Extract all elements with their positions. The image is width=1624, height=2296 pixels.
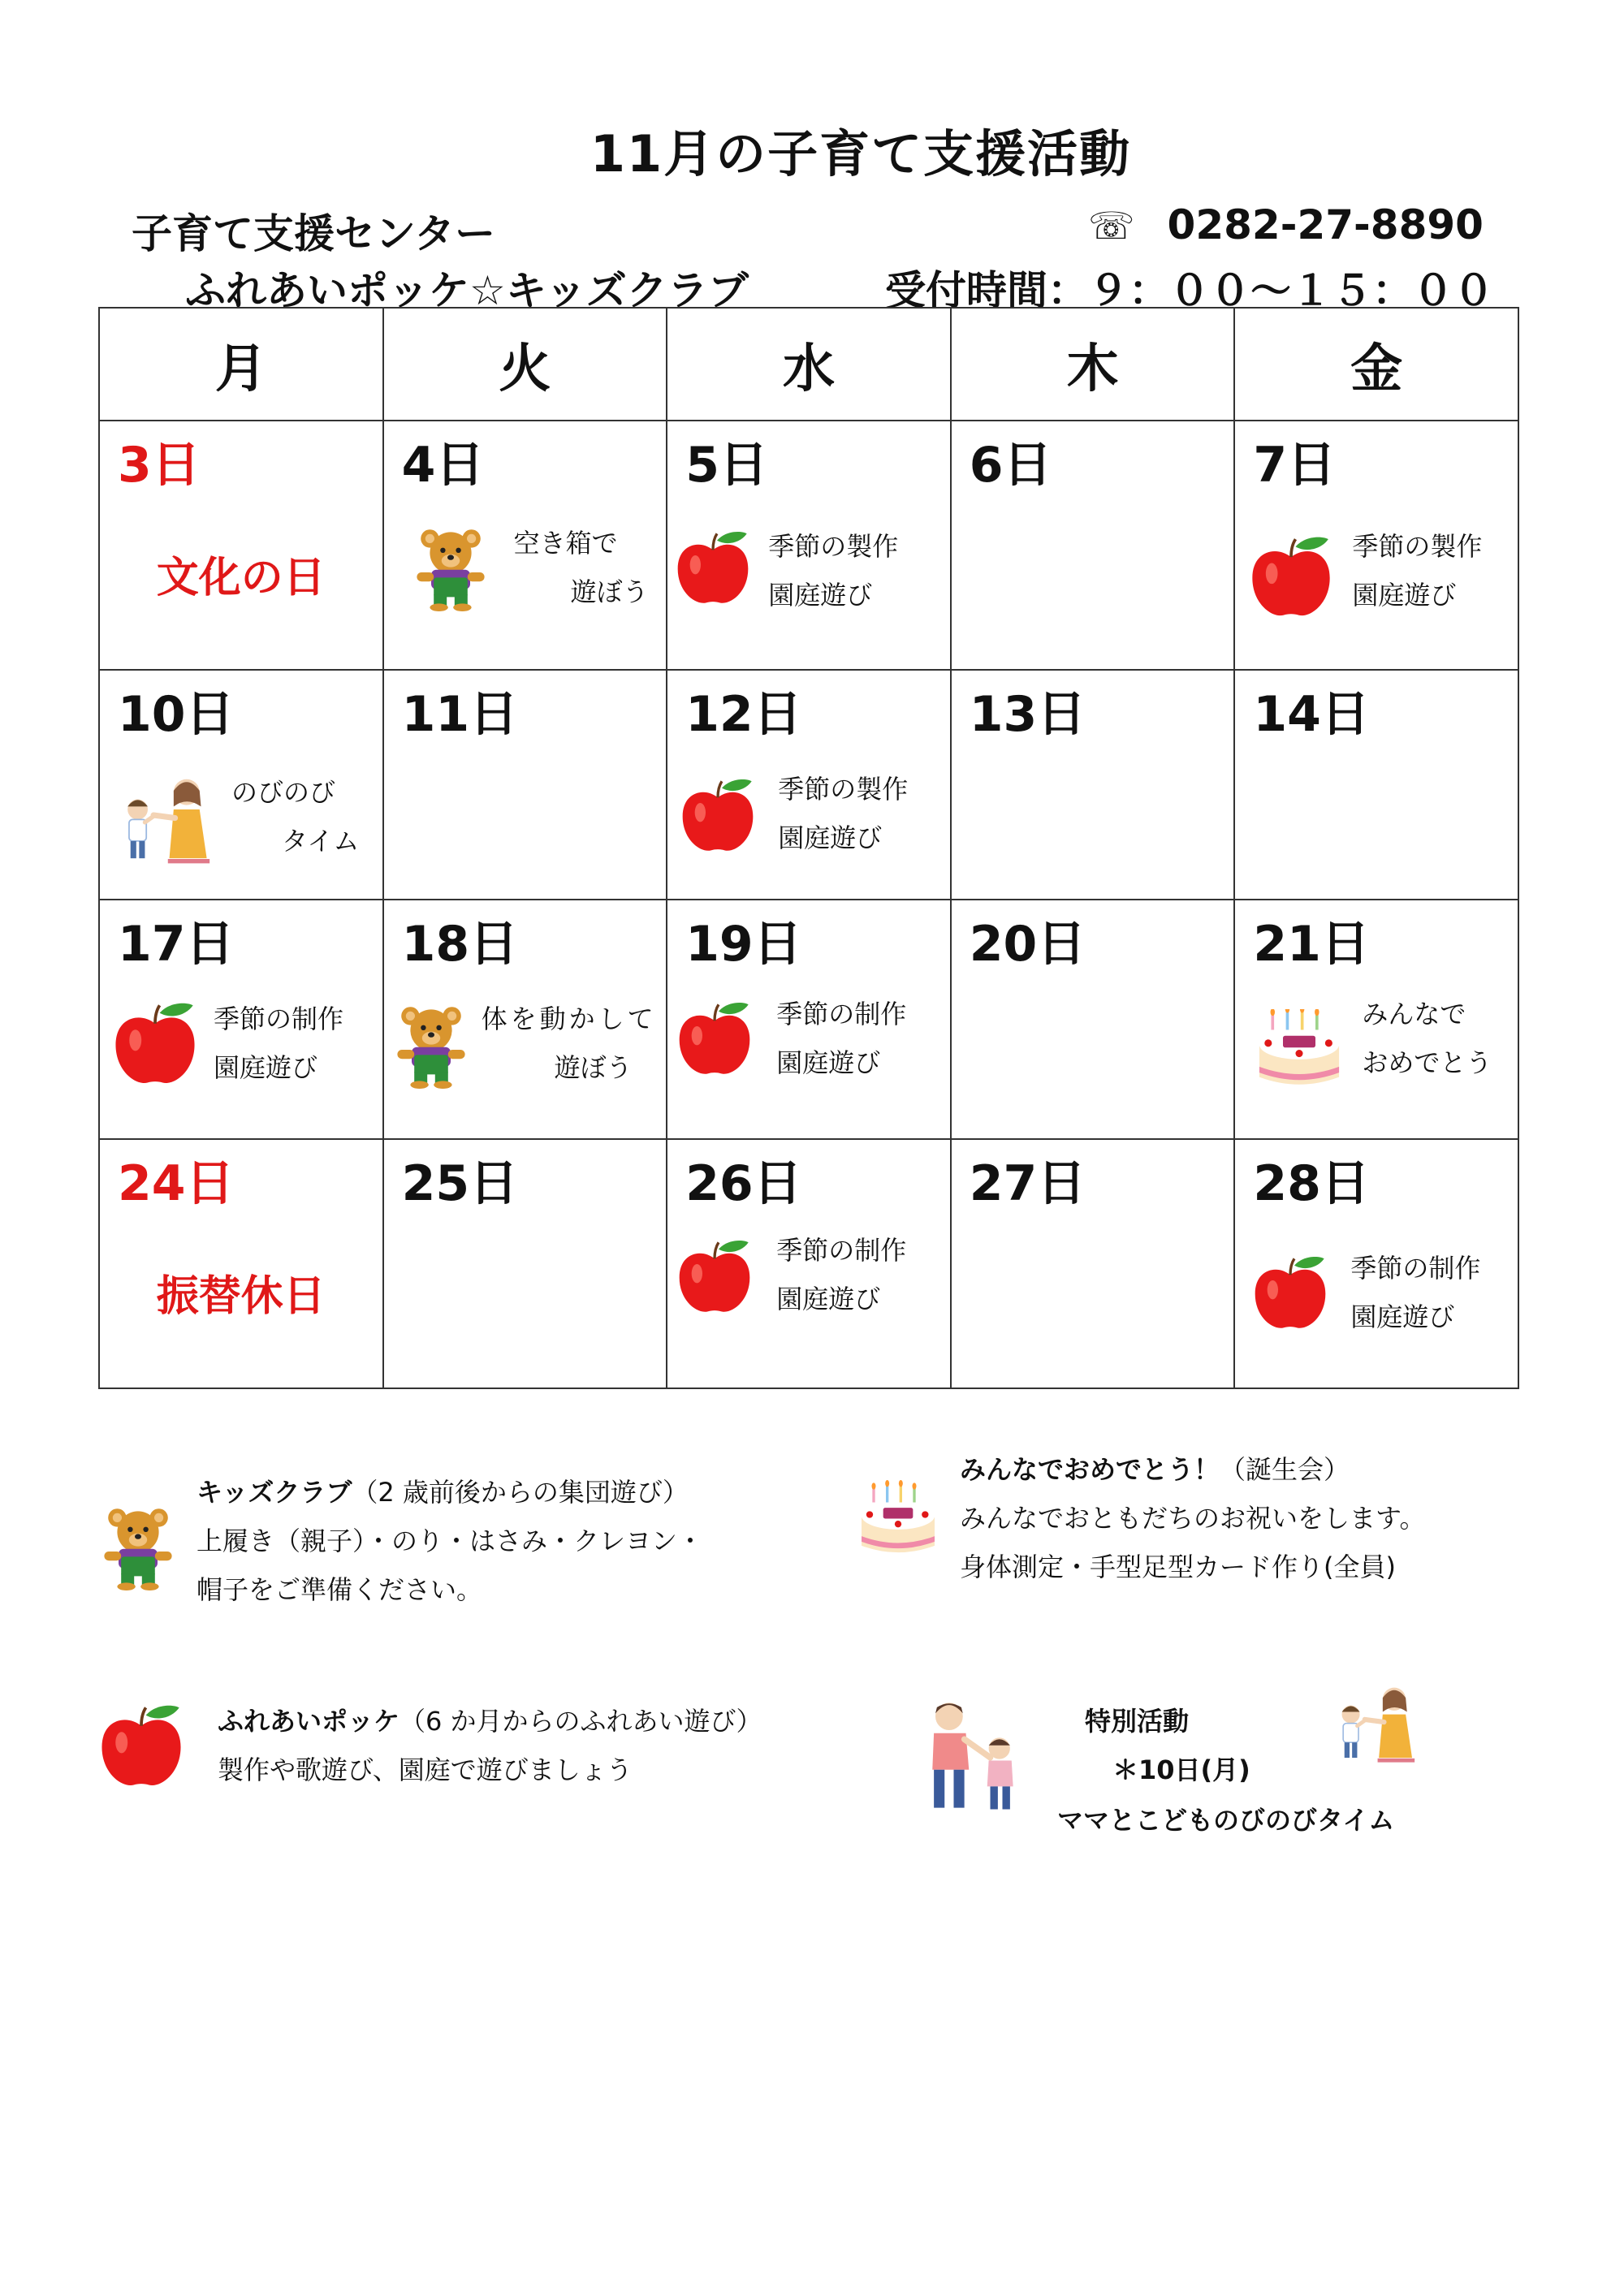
apple-icon xyxy=(96,1700,187,1791)
week-row-4 xyxy=(99,1139,1518,1388)
special-description: ママとこどものびのびタイム xyxy=(1057,1805,1395,1836)
day-number: 5日 xyxy=(685,437,768,494)
day-number: 28日 xyxy=(1253,1155,1370,1212)
activity-line-1: 季節の製作 xyxy=(778,774,909,805)
activity-line-2: タイム xyxy=(282,826,360,857)
activity-line-1: みんなで xyxy=(1362,999,1466,1029)
day-number: 19日 xyxy=(685,916,802,973)
parent-child-icon xyxy=(116,771,217,872)
day-cell-26 xyxy=(667,1139,951,1388)
day-cell-20 xyxy=(951,900,1235,1139)
parent-child-icon xyxy=(1332,1681,1421,1770)
activity-line-2: 園庭遊び xyxy=(1350,1301,1455,1332)
day-cell-24 xyxy=(99,1139,383,1388)
day-cell-19 xyxy=(667,900,951,1139)
kids-club-heading xyxy=(197,1468,689,1517)
holiday-label: 振替休日 xyxy=(156,1272,326,1321)
day-cell-18 xyxy=(383,900,667,1139)
bear-icon xyxy=(412,527,490,611)
activity-line-2: おめでとう xyxy=(1362,1047,1492,1078)
day-cell-14 xyxy=(1234,670,1518,900)
birthday-line-2: 身体測定・手型足型カード作り(全員) xyxy=(960,1552,1396,1582)
day-cell-17 xyxy=(99,900,383,1139)
day-cell-27 xyxy=(951,1139,1235,1388)
bear-icon xyxy=(99,1495,177,1601)
day-cell-25 xyxy=(383,1139,667,1388)
weekday-wed: 水 xyxy=(667,308,951,421)
day-number: 20日 xyxy=(969,916,1086,973)
pokke-sub: （6 か月からのふれあい遊び） xyxy=(400,1706,762,1737)
day-cell-10 xyxy=(99,670,383,900)
program-name: ふれあいポッケ☆キッズクラブ xyxy=(185,267,749,314)
activity-line-1: 体を動かして xyxy=(481,1003,657,1034)
activity-line-1: 季節の制作 xyxy=(776,999,907,1029)
day-number: 27日 xyxy=(969,1155,1086,1212)
page-title: 11月の子育て支援活動 xyxy=(590,124,1132,183)
weekday-fri: 金 xyxy=(1234,308,1518,421)
activity-line-1: 季節の制作 xyxy=(776,1235,907,1266)
day-cell-13 xyxy=(951,670,1235,900)
telephone-icon: ☏ xyxy=(1088,204,1135,248)
weekday-tue: 火 xyxy=(383,308,667,421)
weekday-mon: 月 xyxy=(99,308,383,421)
center-name: 子育て支援センター xyxy=(132,210,495,257)
birthday-cake-icon xyxy=(1255,1009,1344,1090)
apple-icon xyxy=(110,998,201,1089)
activity-line-1: 季節の制作 xyxy=(1350,1253,1481,1284)
day-number: 24日 xyxy=(118,1155,235,1212)
day-number: 26日 xyxy=(685,1155,802,1212)
activity-line-2: 園庭遊び xyxy=(768,580,873,611)
bear-icon xyxy=(392,1004,470,1089)
reception-hours: 受付時間：９：００～１５：００ xyxy=(885,267,1494,314)
mother-daughter-icon xyxy=(911,1694,1033,1815)
day-cell-21 xyxy=(1234,900,1518,1139)
activity-line-2: 園庭遊び xyxy=(778,822,883,853)
phone-number[interactable]: 0282-27-8890 xyxy=(1167,201,1484,248)
pokke-title: ふれあいポッケ xyxy=(218,1706,400,1737)
pokke-line-1: 製作や歌遊び、園庭で遊びましょう xyxy=(218,1754,633,1785)
day-number: 7日 xyxy=(1253,437,1337,494)
day-cell-6 xyxy=(951,421,1235,670)
day-number: 18日 xyxy=(401,916,519,973)
activity-line-1: 季節の製作 xyxy=(1352,531,1483,562)
day-number: 21日 xyxy=(1253,916,1370,973)
activity-line-1: 季節の製作 xyxy=(768,531,899,562)
special-date: ＊10日(月) xyxy=(1112,1754,1250,1785)
day-number: 12日 xyxy=(685,686,802,743)
activity-line-2: 園庭遊び xyxy=(776,1047,881,1078)
day-cell-12 xyxy=(667,670,951,900)
day-cell-4 xyxy=(383,421,667,670)
special-title: 特別活動 xyxy=(1085,1706,1190,1737)
apple-icon xyxy=(674,998,755,1079)
birthday-title: みんなでおめでとう！ xyxy=(960,1454,1220,1485)
day-cell-11 xyxy=(383,670,667,900)
day-cell-5 xyxy=(667,421,951,670)
kids-club-line-2: 帽子をご準備ください。 xyxy=(197,1574,483,1605)
holiday-label: 文化の日 xyxy=(156,554,326,602)
week-row-3 xyxy=(99,900,1518,1139)
day-number: 10日 xyxy=(118,686,235,743)
birthday-sub: （誕生会） xyxy=(1220,1454,1350,1485)
kids-club-sub: （2 歳前後からの集団遊び） xyxy=(352,1477,689,1508)
calendar-table xyxy=(98,307,1519,1389)
day-number: 6日 xyxy=(969,437,1052,494)
phone-row xyxy=(1088,201,1484,248)
week-row-2 xyxy=(99,670,1518,900)
day-number: 25日 xyxy=(401,1155,519,1212)
activity-line-2: 遊ぼう xyxy=(570,576,649,607)
week-row-1 xyxy=(99,421,1518,670)
apple-icon xyxy=(672,527,754,608)
birthday-line-1: みんなでおともだちのお祝いをします。 xyxy=(960,1503,1426,1534)
birthday-heading xyxy=(960,1445,1350,1494)
activity-line-1: のびのび xyxy=(231,777,336,808)
day-cell-7 xyxy=(1234,421,1518,670)
apple-icon xyxy=(674,1236,755,1317)
day-cell-3 xyxy=(99,421,383,670)
pokke-heading xyxy=(218,1697,762,1746)
activity-line-1: 季節の制作 xyxy=(214,1003,344,1034)
day-number: 11日 xyxy=(401,686,519,743)
activity-line-1: 空き箱で xyxy=(513,528,618,559)
activity-line-2: 園庭遊び xyxy=(776,1284,881,1314)
weekday-header-row xyxy=(99,308,1518,421)
day-number: 4日 xyxy=(401,437,485,494)
apple-icon xyxy=(677,775,758,856)
apple-icon xyxy=(1246,532,1336,621)
birthday-cake-icon xyxy=(857,1476,939,1565)
weekday-thu: 木 xyxy=(951,308,1235,421)
activity-line-2: 遊ぼう xyxy=(554,1052,633,1083)
day-number: 17日 xyxy=(118,916,235,973)
kids-club-line-1: 上履き（親子）・のり・はさみ・クレヨン・ xyxy=(197,1526,704,1556)
apple-icon xyxy=(1250,1252,1331,1333)
day-number: 14日 xyxy=(1253,686,1370,743)
activity-line-2: 園庭遊び xyxy=(214,1052,318,1083)
kids-club-title: キッズクラブ xyxy=(197,1477,352,1508)
activity-line-2: 園庭遊び xyxy=(1352,580,1457,611)
day-cell-28 xyxy=(1234,1139,1518,1388)
day-number: 3日 xyxy=(118,437,201,494)
day-number: 13日 xyxy=(969,686,1086,743)
